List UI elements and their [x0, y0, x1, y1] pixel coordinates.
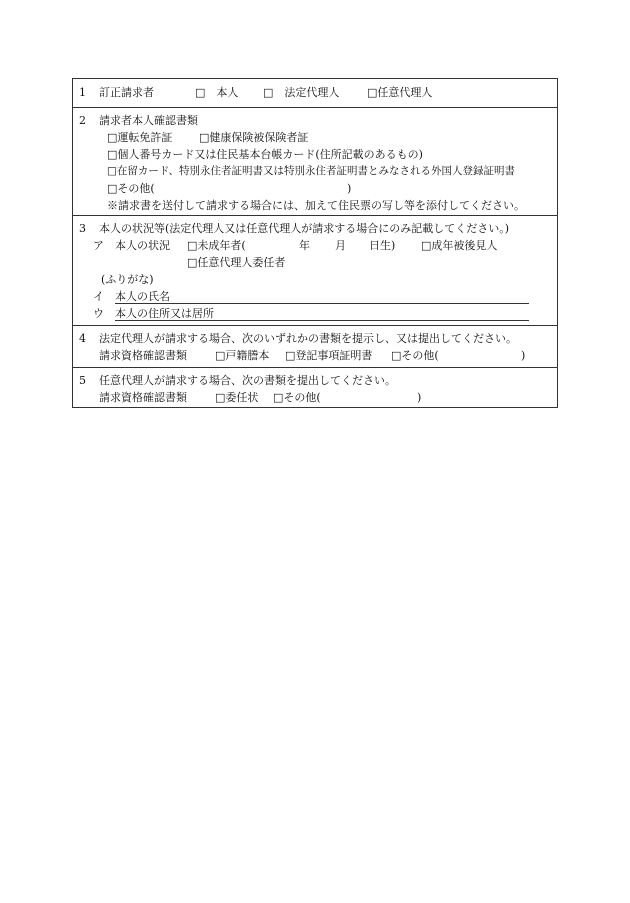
section-3-number: 3: [79, 222, 86, 235]
checkbox-self[interactable]: □ 本人: [195, 86, 239, 99]
item-a-mark: ア: [93, 239, 104, 252]
furigana-label: (ふりがな): [101, 273, 154, 286]
checkbox-other-agent-doc[interactable]: □その他(: [273, 391, 321, 404]
principal-address-label: 本人の住所又は居所: [115, 307, 214, 320]
section-2-number: 2: [79, 114, 86, 127]
principal-name-field[interactable]: [115, 288, 529, 304]
section-voluntary-agent-documents: [73, 367, 557, 407]
mail-request-note: ※請求書を送付して請求する場合には、加えて住民票の写し等を添付してください。: [107, 199, 525, 212]
other-legal-close-paren: ): [521, 349, 526, 362]
principal-status-title: 本人の状況等(法定代理人又は任意代理人が請求する場合にのみ記載してください。): [99, 222, 510, 235]
identity-documents-title: 請求者本人確認書類: [99, 114, 198, 127]
legal-representative-title: 法定代理人が請求する場合、次のいずれかの書類を提示し、又は提出してください。: [99, 332, 517, 345]
requester-label: 訂正請求者: [99, 86, 154, 99]
checkbox-voluntary-agent-principal[interactable]: □任意代理人委任者: [187, 256, 286, 269]
section-identity-documents: [73, 107, 557, 215]
voluntary-agent-title: 任意代理人が請求する場合、次の書類を提出してください。: [99, 374, 396, 387]
birth-month-label: 月: [335, 239, 346, 252]
checkbox-power-of-attorney[interactable]: □委任状: [215, 391, 259, 404]
qualification-doc-label: 請求資格確認書類: [99, 349, 187, 362]
section-5-number: 5: [79, 374, 86, 387]
item-u-mark: ウ: [93, 307, 104, 320]
section-4-number: 4: [79, 332, 86, 345]
checkbox-registered-matters-certificate[interactable]: □登記事項証明書: [285, 349, 373, 362]
section-1-number: 1: [79, 86, 86, 99]
section-principal-status: [73, 215, 557, 325]
section-requester: [73, 79, 557, 107]
checkbox-legal-representative[interactable]: □ 法定代理人: [263, 86, 340, 99]
checkbox-drivers-license[interactable]: □運転免許証: [107, 131, 173, 144]
checkbox-family-register[interactable]: □戸籍謄本: [215, 349, 270, 362]
birth-day-label: 日生): [369, 239, 396, 252]
checkbox-adult-ward[interactable]: □成年被後見人: [421, 239, 498, 252]
principal-address-field[interactable]: [115, 305, 529, 321]
checkbox-my-number-card[interactable]: □個人番号カード又は住民基本台帳カード(住所記載のあるもの): [107, 148, 423, 161]
other-id-close-paren: ): [347, 182, 352, 195]
birth-year-label: 年: [299, 239, 310, 252]
request-form: [72, 78, 558, 408]
principal-name-label: 本人の氏名: [115, 290, 170, 303]
qualification-doc-label-2: 請求資格確認書類: [99, 391, 187, 404]
other-agent-close-paren: ): [417, 391, 422, 404]
section-legal-representative-documents: [73, 325, 557, 367]
checkbox-other-legal-doc[interactable]: □その他(: [391, 349, 439, 362]
checkbox-voluntary-agent[interactable]: □任意代理人: [367, 86, 433, 99]
checkbox-minor[interactable]: □未成年者(: [187, 239, 246, 252]
checkbox-other-id[interactable]: □その他(: [107, 182, 155, 195]
checkbox-health-insurance-card[interactable]: □健康保険被保険者証: [199, 131, 309, 144]
item-i-mark: イ: [93, 290, 104, 303]
checkbox-residence-card[interactable]: □在留カード、特別永住者証明書又は特別永住者証明書とみなされる外国人登録証明書: [107, 165, 515, 177]
principal-status-label: 本人の状況: [115, 239, 170, 252]
